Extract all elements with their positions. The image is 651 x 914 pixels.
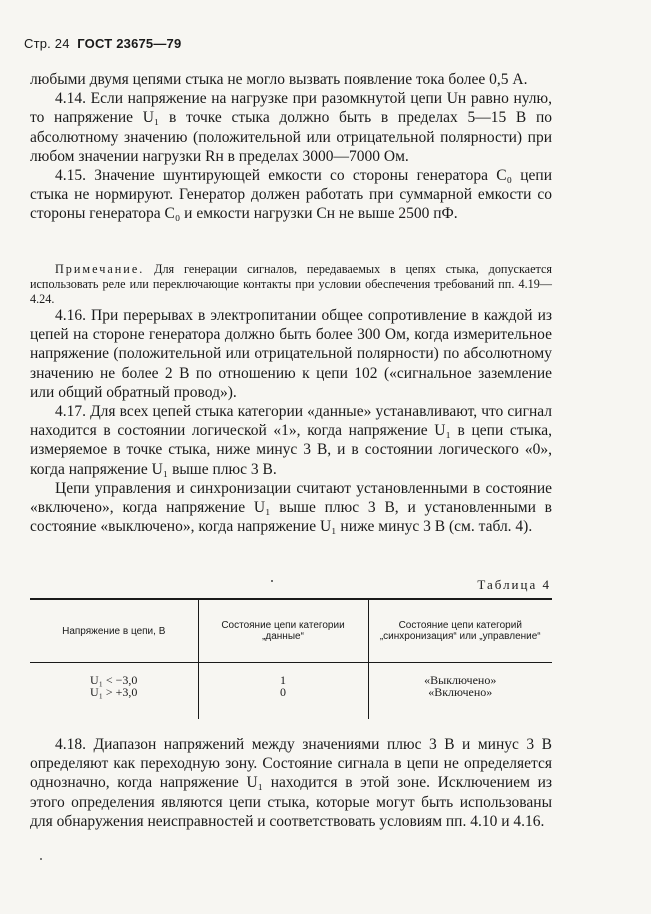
note-block [30,262,552,307]
standard-number: ГОСТ 23675—79 [77,36,182,51]
paragraph-4-16: 4.16. При перерывах в электропитании общее сопротивление в каждой из цепей на стороне генератора должно быть более 300 Ом, когда измерительное напряжение (положительной или отрицательной полярности) по абсолютному значению не более 2 В по отношению к цепи 102 («сигнальное заземление или общий обратный провод»). [30,307,552,401]
page-number: Стр. 24 [24,36,70,51]
scan-speck [271,580,273,582]
scan-speck-bottom [40,858,42,860]
note-label: Примечание. [55,262,145,276]
text-block-bottom [30,735,552,831]
voltage-row-1: U₁ < −3,0 [90,673,138,687]
text-block-top [30,70,552,224]
note-text: Для генерации сигналов, передаваемых в цепях стыка, допускается использовать реле или переключающие контакты при условии обеспечения требований пп. 4.19—4.24. [30,262,552,306]
control-state-row-1: «Выключено» [424,673,497,687]
header-control-state: Состояние цепи категорий „синхронизация“ или „управление“ [368,599,552,663]
cell-voltage [30,663,198,720]
voltage-row-2: U₁ > +3,0 [90,685,138,699]
paragraph-4-18: 4.18. Диапазон напряжений между значениями плюс 3 В и минус 3 В определяют как переходную зону. Состояние сигнала в цепи не определяется однозначно, когда напряжение U₁ находится в этой зоне. Исключением из этого определения являются цепи стыка, которые могут быть использованы для обнаружения неисправностей и соответствовать условиям пп. 4.10 и 4.16. [30,736,552,830]
cell-data-state [198,663,368,720]
table-4 [30,598,552,719]
cell-control-state [368,663,552,720]
data-state-row-2: 0 [280,685,286,699]
paragraph-4-15: 4.15. Значение шунтирующей емкости со стороны генератора C₀ цепи стыка не нормируют. Генератор должен работать при суммарной емкости со стороны генератора C₀ и емкости нагрузки Cн не выше 2500 пФ. [30,167,552,223]
header-data-state: Состояние цепи категории „данные“ [198,599,368,663]
table-caption: Таблица 4 [477,577,551,592]
table-header-row [30,599,552,663]
paragraph-4-14: 4.14. Если напряжение на нагрузке при разомкнутой цепи Uн равно нулю, то напряжение U₁ в точке стыка должно быть в пределах 5—15 В по абсолютному значению (положительной или отрицательной полярности) при любом значении нагрузки Rн в пределах 3000—7000 Ом. [30,90,552,165]
header-voltage: Напряжение в цепи, В [30,599,198,663]
paragraph-4-17: 4.17. Для всех цепей стыка категории «данные» устанавливают, что сигнал находится в состоянии логической «1», когда напряжение U₁ в цепи стыка, измеряемое в точке стыка, ниже минус 3 В, и в состоянии логического «0», когда напряжение U₁ выше плюс 3 В. [30,403,552,478]
table-row [30,663,552,720]
page-header [24,36,181,51]
data-state-row-1: 1 [280,673,286,687]
paragraph-continuation: любыми двумя цепями стыка не могло вызвать появление тока более 0,5 А. [30,71,528,88]
paragraph-4-17-continued: Цепи управления и синхронизации считают установленными в состояние «включено», когда напряжение U₁ выше плюс 3 В, и установленными в состояние «выключено», когда напряжение U₁ ниже минус 3 В (см. табл. 4). [30,479,552,536]
control-state-row-2: «Включено» [428,685,493,699]
text-block-middle [30,306,552,536]
